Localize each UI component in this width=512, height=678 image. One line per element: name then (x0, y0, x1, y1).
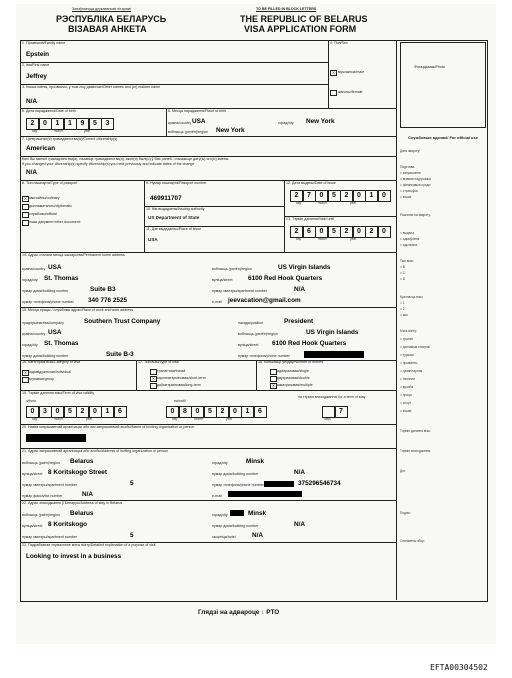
f13-label: 13. Тэрмін дзеяння/Valid until (286, 217, 335, 221)
home-city-field[interactable]: St. Thomas (44, 275, 79, 282)
work-position-label: пасада/position (238, 321, 264, 325)
entries-multiple-checkbox[interactable]: X (270, 383, 277, 389)
passport-other-checkbox[interactable] (22, 220, 29, 226)
inviter-region-label: вобласць (раён)/region (22, 461, 60, 465)
stay-apt-field[interactable]: 5 (130, 532, 134, 539)
visa-long-checkbox[interactable] (150, 383, 157, 389)
stay-region-label: вобласць (раён)/region (22, 513, 60, 517)
stay-city-label: горад/city (212, 513, 228, 517)
visa-short-checkbox[interactable]: X (150, 376, 157, 382)
work-position-field[interactable]: President (284, 318, 314, 325)
f17-label: 17. Тып візы/Type of visa (138, 360, 179, 364)
work-city-label: горад/city (22, 343, 38, 347)
work-region-field[interactable]: US Virgin Islands (306, 329, 359, 336)
inviter-city-field[interactable]: Minsk (246, 458, 265, 465)
validity-from-day: day (32, 417, 38, 421)
stay-days-label: days (324, 417, 331, 421)
passport-number-field[interactable]: 469911707 (150, 195, 182, 202)
dob-day: day (32, 129, 38, 133)
redaction-bar (26, 434, 86, 442)
valid-month: month (318, 237, 327, 241)
passport-official-label: службовы/official (29, 212, 57, 216)
visa-long-label: доўгатэрміновая/long-term (157, 383, 201, 387)
official-grounds-opt: □ візавая падтрымка (400, 177, 431, 181)
official-purpose-opt: □ гуманітарная (400, 369, 423, 373)
passport-ordinary-checkbox[interactable]: X (22, 196, 29, 202)
official-decision-opt: □ адмоўлена (400, 237, 420, 241)
inviter-city-label: горад/city (212, 461, 228, 465)
redaction-bar (230, 510, 244, 516)
official-grounds-opt: □ іншае (400, 195, 412, 199)
f10-label: 10. Кім выдадзены/Issuing authority (146, 207, 205, 211)
validity-to-month: month (194, 417, 203, 421)
home-city-label: горад/city (22, 278, 38, 282)
issue-month: month (318, 201, 327, 205)
entries-double-label: двухразовая/double (277, 376, 310, 380)
stay-hotel-label: гасцініца/hotel (212, 535, 236, 539)
inviter-apt-label: нумар кватэры/apartment number (22, 483, 77, 487)
issue-date-cells[interactable]: 2 7 0 5 2 0 1 0 (290, 190, 390, 202)
visa-individual-label: індывідуальная/individual (29, 370, 71, 374)
official-signature: Подпіс: (400, 511, 411, 515)
home-street-label: вуліца/street (212, 278, 233, 282)
stay-apt-label: нумар кватэры/apartment number (22, 535, 77, 539)
f19-label: 19. Тэрмін дзеяння візы/Term of visa validity (22, 391, 95, 395)
prev-citizenship-text-1: Калі Вы мянялі грамадзянства(а), назавіце грамадзянства(а), якое(я) былі(о) ў Вас раней, і пакажыце дату(ы) яго(іх) змены (22, 157, 229, 161)
sex-male-label: мужчынскі/male (338, 70, 365, 74)
pob-region-field[interactable]: New York (216, 127, 245, 134)
work-building-field[interactable]: Suite B-3 (106, 351, 134, 358)
official-purpose-opt: □ іншае (400, 409, 412, 413)
passport-diplomatic-checkbox[interactable] (22, 204, 29, 210)
official-entries-opt: □ шм. (400, 313, 409, 317)
prev-citizenship-field[interactable]: N/A (26, 169, 38, 176)
sex-male-checkbox[interactable]: X (330, 70, 337, 76)
stay-building-field[interactable]: N/A (294, 521, 306, 528)
title-by-1: РЭСПУБЛІКА БЕЛАРУСЬ (56, 14, 167, 24)
official-grounds-opt: □ запрашэнне (400, 171, 421, 175)
passport-diplomatic-label: дыпламатычны/diplomatic (29, 204, 72, 208)
entries-double-checkbox[interactable] (270, 376, 277, 382)
validity-from-label: з/from (26, 399, 36, 403)
issue-year: year (350, 201, 357, 205)
inviter-fax-field[interactable]: N/A (82, 491, 94, 498)
stay-label: на тэрмін знаходжання/ for a term of stay (298, 395, 366, 399)
home-building-label: нумар дома/building number (22, 289, 69, 293)
inviter-building-field[interactable]: N/A (294, 469, 306, 476)
inviter-email-label: e-mail (212, 494, 222, 498)
official-date: Дата звароту: (400, 149, 421, 153)
work-phone-label: нумар тэлефона/phone number (238, 354, 290, 358)
prev-citizenship-text-2: If you changed your citizenship(s) specify citizenship(s) you held previously and indicate dates of the change (22, 162, 195, 166)
passport-official-checkbox[interactable] (22, 212, 29, 218)
visa-transit-label: транзітная/transit (157, 369, 186, 373)
work-company-field[interactable]: Southern Trust Company (84, 318, 161, 325)
validity-from-year: year (86, 417, 93, 421)
home-apt-label: нумар кватэры/apartment number (212, 289, 267, 293)
passport-other-label: іншы дакумент/other document: (29, 220, 81, 224)
inviter-building-label: нумар дома/building number (212, 472, 259, 476)
official-duration: Тэрмін знаходжання: (400, 449, 432, 453)
title-by-2: ВІЗАВАЯ АНКЕТА (68, 24, 147, 34)
dob-month: month (54, 129, 63, 133)
photo-box (400, 42, 486, 128)
official-purpose: Мэта візіту: (400, 329, 417, 333)
inviter-phone-field[interactable]: 375296546734 (298, 480, 341, 487)
stay-building-label: нумар дома/building number (212, 524, 259, 528)
f22-label: 22. Адрас знаходжання ў Беларусі/Address of stay in Belarus (22, 501, 123, 505)
work-country-field[interactable]: USA (48, 329, 62, 336)
work-company-label: прадпрыемства/company (22, 321, 64, 325)
inviter-fax-label: нумар факса/fax number (22, 494, 63, 498)
f3-label: 3. Іншыя імёны, прозвішчы, у тым ліку дзявочае/Other names and (or) maiden name (22, 85, 161, 89)
passport-ordinary-label: звычайны/ordinary (29, 196, 60, 200)
pob-country-label: краіна/country (168, 121, 192, 125)
pto-footer: Глядзі на адвароце ↓ PTO (198, 609, 280, 616)
official-decision-opt: □ выдана (400, 231, 414, 235)
divider (144, 180, 145, 252)
official-purpose-opt: □ транзіт (400, 337, 414, 341)
purpose-field[interactable]: Looking to invest in a business (26, 553, 122, 560)
official-column-divider (396, 40, 397, 600)
work-country-label: краіна/country (22, 332, 46, 336)
valid-until-cells[interactable]: 2 6 0 5 2 0 2 0 (290, 226, 390, 238)
f14-label: 14. Адрас сталага месца жыхарства/Permanent home address (22, 253, 125, 257)
f9-label: 9. Нумар пашпарта/Passport number (146, 181, 207, 185)
f6-label: 6. Месца нараджэння/Place of birth (168, 109, 227, 113)
official-purpose-opt: □ прыватны (400, 361, 418, 365)
pob-region-label: вобласць (рэгіён)/region (168, 130, 208, 134)
stay-city-field[interactable]: Minsk (248, 510, 267, 517)
home-phone-field[interactable]: 340 776 2525 (88, 297, 128, 304)
official-purpose-opt: □ праца (400, 393, 412, 397)
title-en-1: THE REPUBLIC OF BELARUS (240, 14, 368, 24)
work-street-field[interactable]: 6100 Red Hook Quarters (272, 340, 347, 347)
validity-from-month: month (54, 417, 63, 421)
work-street-label: вуліца/street (238, 343, 259, 347)
divider (328, 40, 329, 108)
f11-label: 11. Дзе выдадзены/Place of issue (146, 227, 202, 231)
dob-year: year (84, 129, 91, 133)
f18-label: 18. Колькасць уездаў/Number of entries (258, 360, 324, 364)
issue-day: day (296, 201, 302, 205)
visa-short-label: кароткатэрміновая/short-term (157, 376, 206, 380)
divider (256, 360, 257, 390)
dob-cells[interactable]: 2 0 1 1 9 5 3 (26, 118, 114, 130)
f4-label: 4. Пол/Sex (330, 41, 348, 45)
f20-label: 20. Назва запрашаючай арганізацыі або імя запрашаючай асобы/Name of inviting organization or person (22, 425, 195, 429)
home-street-field[interactable]: 6100 Red Hook Quarters (248, 275, 323, 282)
citizenship-field[interactable]: American (26, 145, 56, 152)
pob-country-field[interactable]: USA (192, 118, 206, 125)
redaction-bar (304, 351, 364, 358)
official-grounds: Падстава: (400, 165, 416, 169)
home-email-label: e-mail (212, 300, 222, 304)
official-purpose-opt: □ лячэнне (400, 377, 415, 381)
place-of-issue-field[interactable]: USA (148, 237, 158, 242)
f8-label: 8. Тып пашпарта/Type of passport (22, 181, 78, 185)
pob-city-field[interactable]: New York (306, 118, 335, 125)
home-apt-field[interactable]: N/A (294, 286, 306, 293)
inviter-apt-field[interactable]: 5 (130, 480, 134, 487)
official-decision: Рашэнне па звароту: (400, 213, 431, 217)
f21-label: 21. Адрас запрашаючай арганізацыі або асобы/Address of inviting organization or person (22, 449, 168, 453)
visa-group-label: групавая/group (29, 377, 55, 381)
work-city-field[interactable]: St. Thomas (44, 340, 79, 347)
divider (166, 108, 167, 136)
stay-street-label: вуліца/street (22, 524, 43, 528)
divider (20, 62, 328, 63)
home-email-field[interactable]: jeevacation@gmail.com (228, 297, 301, 304)
validity-to-year: year (226, 417, 233, 421)
f12-label: 12. Дата выдачы/Date of issue (286, 181, 336, 185)
divider (136, 360, 137, 390)
home-country-field[interactable]: USA (48, 264, 62, 271)
stay-region-field[interactable]: Belarus (70, 510, 94, 517)
fill-note-by: Запаўняецца друкаванымі літарамі (72, 7, 131, 11)
official-visa-type-opt: □ D (400, 277, 406, 281)
official-entries: Кратнасць візы: (400, 295, 424, 299)
first-name-field[interactable]: Jeffrey (26, 73, 47, 80)
valid-day: day (296, 237, 302, 241)
home-country-label: краіна/country (22, 267, 46, 271)
stay-street-field[interactable]: 8 Koritskogo (48, 521, 88, 528)
home-building-field[interactable]: Suite B3 (90, 286, 116, 293)
official-title: Службовыя адзнакі/ For official use (408, 135, 478, 140)
official-valid-from: Тэрмін дзеяння візы: (400, 429, 431, 433)
f15-label: 15. Месца працы / службовы адрас/Place of work and work address (22, 308, 134, 312)
visa-transit-checkbox[interactable] (150, 369, 157, 375)
validity-to-label: па/until (174, 399, 186, 403)
visa-individual-checkbox[interactable]: X (22, 370, 29, 376)
official-entries-opt: □ 2 (400, 307, 405, 311)
official-purpose-opt: □ дзелавыя стасункі (400, 345, 430, 349)
document-id: EFTA00304502 (430, 663, 488, 672)
visa-application-form (16, 4, 496, 644)
valid-year: year (350, 237, 357, 241)
redaction-bar (228, 491, 302, 497)
official-fee: Спаганены збор: (400, 539, 425, 543)
home-phone-label: нумар тэлефона/phone number (22, 300, 74, 304)
inviter-region-field[interactable]: Belarus (70, 458, 94, 465)
inviter-street-label: вуліца/street (22, 472, 43, 476)
official-visa-type-opt: □ C (400, 271, 406, 275)
sex-female-label: жаночы/female (338, 90, 363, 94)
official-grounds-opt: □ фінансавыя сродкі (400, 183, 431, 187)
inviter-street-field[interactable]: 8 Koritskogo Street (48, 469, 107, 476)
pob-city-label: горад/city (278, 121, 294, 125)
photo-label: Фотаздымак/Photo (414, 65, 445, 69)
validity-from-cells[interactable]: 0 3 0 5 2 0 1 6 (26, 406, 126, 418)
home-region-field[interactable]: US Virgin Islands (278, 264, 331, 271)
title-en-2: VISA APPLICATION FORM (244, 24, 357, 34)
entries-multiple-label: шматразовая/multiple (277, 383, 313, 387)
inviter-phone-label: нумар тэлефона/phone number (212, 483, 264, 487)
official-decision-opt: □ адклікана (400, 243, 418, 247)
entries-single-label: аднаразовая/single (277, 369, 309, 373)
entries-single-checkbox[interactable] (270, 369, 277, 375)
f16-label: 16. Катэгорыя візы/Category of visa (22, 360, 81, 364)
redaction-bar (264, 481, 294, 487)
official-visa-type-opt: □ B (400, 265, 405, 269)
sex-female-checkbox[interactable] (330, 90, 337, 96)
f5-label: 5. Дата нараджэння/Date of birth (22, 109, 76, 113)
stay-days-cells[interactable]: 7 (322, 406, 347, 418)
f7-label: 7. Цяперашняе(я) грамадзянства(ы)/Current citizenship(s) (22, 137, 118, 141)
family-name-field[interactable]: Epstein (26, 51, 50, 58)
work-region-label: вобласць (рэгіён)/region (238, 332, 278, 336)
f1-label: 1. Прозвішча/Family name (22, 41, 66, 45)
stay-hotel-field[interactable]: N/A (252, 532, 264, 539)
visa-group-checkbox[interactable] (22, 377, 29, 383)
f23-label: 23. Падрабязнае тлумачэнне мэты візіту/Detailed explanation of a purpose of visit (22, 543, 156, 547)
official-stay: Дні: (400, 469, 406, 473)
official-purpose-opt: □ турызм (400, 353, 414, 357)
work-building-label: нумар дома/building number (22, 354, 69, 358)
other-names-field[interactable]: N/A (26, 98, 38, 105)
f2-label: 2. Імя/First name (22, 63, 50, 67)
official-visa-type: Тып візы: (400, 259, 414, 263)
fill-note-en: TO BE FILLED IN BLOCK LETTERS (256, 7, 317, 11)
validity-to-day: day (172, 417, 178, 421)
issuing-authority-field[interactable]: US Department of State (148, 215, 200, 220)
official-purpose-opt: □ вучоба (400, 385, 413, 389)
official-grounds-opt: □ страхоўка (400, 189, 418, 193)
official-purpose-opt: □ спорт (400, 401, 412, 405)
validity-to-cells[interactable]: 0 8 0 5 2 0 1 6 (166, 406, 266, 418)
home-region-label: вобласць (рэгіён)/region (212, 267, 252, 271)
official-entries-opt: □ 1 (400, 301, 405, 305)
